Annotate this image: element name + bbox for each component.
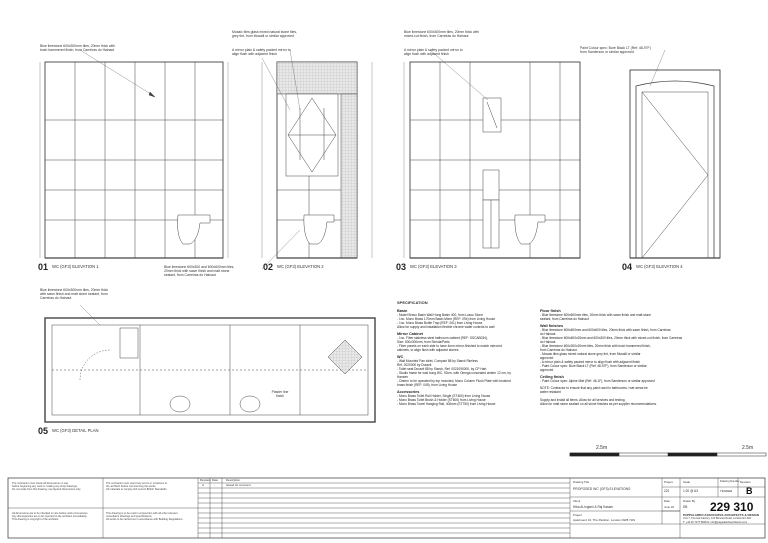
practice-contact: T: +44 20 7277 8900 E: info@pappalardoarchitects.com [683,521,748,524]
rev-header-date: Date [212,478,218,482]
drawing-title: PROPOSED WC (GF3) ELEVATIONS [573,487,631,491]
detail-plan-drawing [45,305,375,422]
rev-row-desc: Issued for comment [226,483,251,487]
e1-tile-note: Blue limestone 600x300mm tiles, 20mm thick with bush hammered finish, from Carreiras do Hainaut [40,44,116,53]
spec-section [397,355,535,387]
drawn-label: Drawn By [683,499,696,503]
spec-heading: Ceiling finish [540,375,564,379]
client: Hiba Al-Inglani & Raj Kasam [573,505,614,509]
spec-body: - Wall Mounted Pan toilet, Compact 88 by Starck Rimless Ref: 2020000 by Duravit - Toilet seat Duravit 88 by Starck, Ref: 0021090000, by CP Hart - Studio frame for wall hung WC, 92cm, with Omega concealed cistern 12 cm, by Hansen - Cistern to be operated by top mounted, Mono Column Flush Plate with brushed brass finish (REF: 049), from Living House [397,359,511,387]
spec-heading: Mirror Cabinet [397,332,423,336]
rev-row-rev: A [202,483,204,487]
title-block-note-3: All dimensions are to be checked on site before work commences. Any discrepancies are to be reported to the architect immediately. This drawing is copyright of the architect. [12,512,89,522]
elevation-1-number: 01 [38,262,49,272]
spec-section [540,386,705,406]
spec-right-column [540,306,705,406]
elevation-4-number: 04 [622,262,633,272]
spec-section [540,375,705,383]
job-number: 229 310 [710,500,754,514]
elevation-4-label: WC (GF3) ELEVATION 4 [636,264,683,269]
spec-title: SPECIFICATION [397,300,428,305]
spec-section [540,324,705,372]
elevation-2-number: 02 [263,262,274,272]
spec-heading: Wall finishes [540,324,564,328]
elevation-2-label: WC (GF3) ELEVATION 2 [277,264,324,269]
spec-heading: Accessories [397,390,420,394]
e2-mirror-note: A mirror plain & safety packed mirror to align flush with adjacent finish [232,48,291,57]
spec-heading: Floor finish [540,309,561,313]
spec-body: - Model Bravo Basin Wall Hung Basin 400, from Lusso Stone - 1no. Mono Brass 170mm Basin Mixer (REF: 094) from Living House - 1no. Mono Brass Bottle Trap (REF: 261) from Living House Allow for supply and installation flexible chrome water controls to wall [397,313,496,329]
revision-letter: B [746,486,753,496]
drawing-title-label: Drawing Title [573,480,590,484]
spec-body: - Blue limestone 600x600mm and 600x600 tiles, 20mm thick with sawn finish, from Carreiras do Hainaut - Blue limestone 600x600x20mm and 600x300 tiles, 20mm thick with mixed-cut finish, from Carreiras do Hainaut - Blue limestone 600x300x20mm tiles, 20mm thick with bush hammered finish, from Carreiras do Hainaut - Mosaic tiles glass mixed natural stone grey tint, from Mosaill or similar approved - A mirror plain & safety packed mirror to align flush with adjacent finish - Paint Colour spec: Bure Black LT (Ref: 48-97F), from Sanderson or similar approved [540,328,683,372]
detail-plan-label: WC (GF3) DETAIL PLAN [52,428,99,433]
title-block-note-2: The contractor must report any errors or omissions to the architect before commencing the works. All materials to comply with current British Standards. [106,482,168,492]
plan-tile-note: Blue limestone 600x300mm tiles, 20mm thick with sawn finish and matt stone sealant, from Carreiras do Hainaut [40,288,109,301]
spec-body: - 1no. Fiber stainless steel bathroom cabinet (REF: SSCAB034), Size: 500x300mm, from Simula/Parts - Fiber panels on each side to have 4mm mirror-finished to match mirrored cabinets, to align flush with adjacent stones. [397,336,502,352]
scale-bar-right-label: 2.5m [742,445,754,451]
spec-left-column [397,306,535,406]
elevation-1-drawing [40,50,228,258]
date-value: June 18 [664,505,674,509]
e3-mirror-note: A mirror plain & safety packed mirror to align flush with adjacent finish [404,48,463,57]
spec-section [397,309,535,329]
project-no: 222 [664,489,670,493]
detail-plan-number: 05 [38,426,49,436]
rev-header-rev: Revision [200,478,211,482]
elevation-3-drawing [404,50,580,258]
project-name-label: Project [573,513,582,517]
spec-section [397,390,535,406]
e2-bottom-note: Blue limestone 600x300 and 600x600mm tiles, 20mm thick with sawn finish and matt stone sealant, from Carreiras do Hainaut [164,265,235,278]
drawn-value: DB [683,505,688,509]
title-block-note-4: This drawing is to be read in conjunction with all other relevant consultants drawings and specifications. All works to be carried out in accordance with Building Regulations. [106,512,184,522]
e3-tile-note: Blue limestone 600x300mm tiles, 20mm thick with mixed-cut finish, from Carreiras do Hainaut [404,30,480,39]
scale-value: 1:20 @ A3 [683,489,698,493]
revision-label: Revision [740,480,751,484]
client-label: Client [573,499,581,503]
spec-body: - Paint Colour spec: Alpine Mist (Ref: 46-1F), from Sanderson or similar approved [540,379,655,383]
practice-name: PAPPALARDO ASSOCIATES ARCHITECTS & DESIGN [683,513,759,517]
spec-heading: WC [397,355,404,359]
e4-paint-note: Paint Colour spec: Bure Black LT (Ref: 48-97F) from Sanderson or similar approved [580,46,651,55]
project-name: Apartment 10, The Pavilion, London NW8 7HS [573,518,635,522]
plan-finish-label: Plaster line finish [271,390,289,399]
elevation-4-drawing [630,50,720,258]
elevation-3-label: WC (GF3) ELEVATION 3 [410,264,457,269]
elevation-1-label: WC (GF3) ELEVATION 1 [52,264,99,269]
scale-label: Scale [683,480,690,484]
project-no-label: Project [664,480,673,484]
rev-header-desc: Description [226,478,240,482]
spec-heading: Basin [397,309,408,313]
elevation-2-drawing [262,50,372,269]
date-label: Date [664,499,670,503]
practice-address: Unit 7, The Hat Factory, 110 Bennett Road, London E3 4LD [683,517,752,520]
spec-notes: NOTE: Contractor to ensure that any paint used in bathrooms / wet areas be water resistant Supply and install all items. Allow for all services and testing. Allow for matt stone sealant on all stone finishes as per supplier recommendations. [540,386,657,406]
rev-row-date: - [214,483,215,487]
spec-section [397,332,535,352]
title-block-note-1: The contractor must check all dimensions on site before beginning any work or making any shop drawings. Do not scale from this drawing; use figured dimensions only. [12,482,82,492]
spec-section [540,309,705,321]
drawing-number-label: Drawing Number [720,480,740,483]
scale-bar [570,453,766,456]
drawing-number-short: TENDER [720,489,733,493]
elevation-3-number: 03 [396,262,407,272]
scale-bar-left-label: 2.5m [596,445,608,451]
spec-body: - Blue limestone 600x600mm tiles, 20mm thick with sawn finish and matt stone sealant, from Carreiras do Hainaut [540,313,652,321]
spec-body: - Mono Brass Toilet Roll Holder, Single (ST460) from Living House - Mono Brass Toilet Brush & Holder (ST600) from Living House - Mono Brass Towel Hanging Rail, 400mm (ST750) from Living House [397,394,496,406]
e2-mosaic-note: Mosaic tiles glass mixed natural stone tiles, grey tint, from Mosaill or similar approved [232,30,298,39]
